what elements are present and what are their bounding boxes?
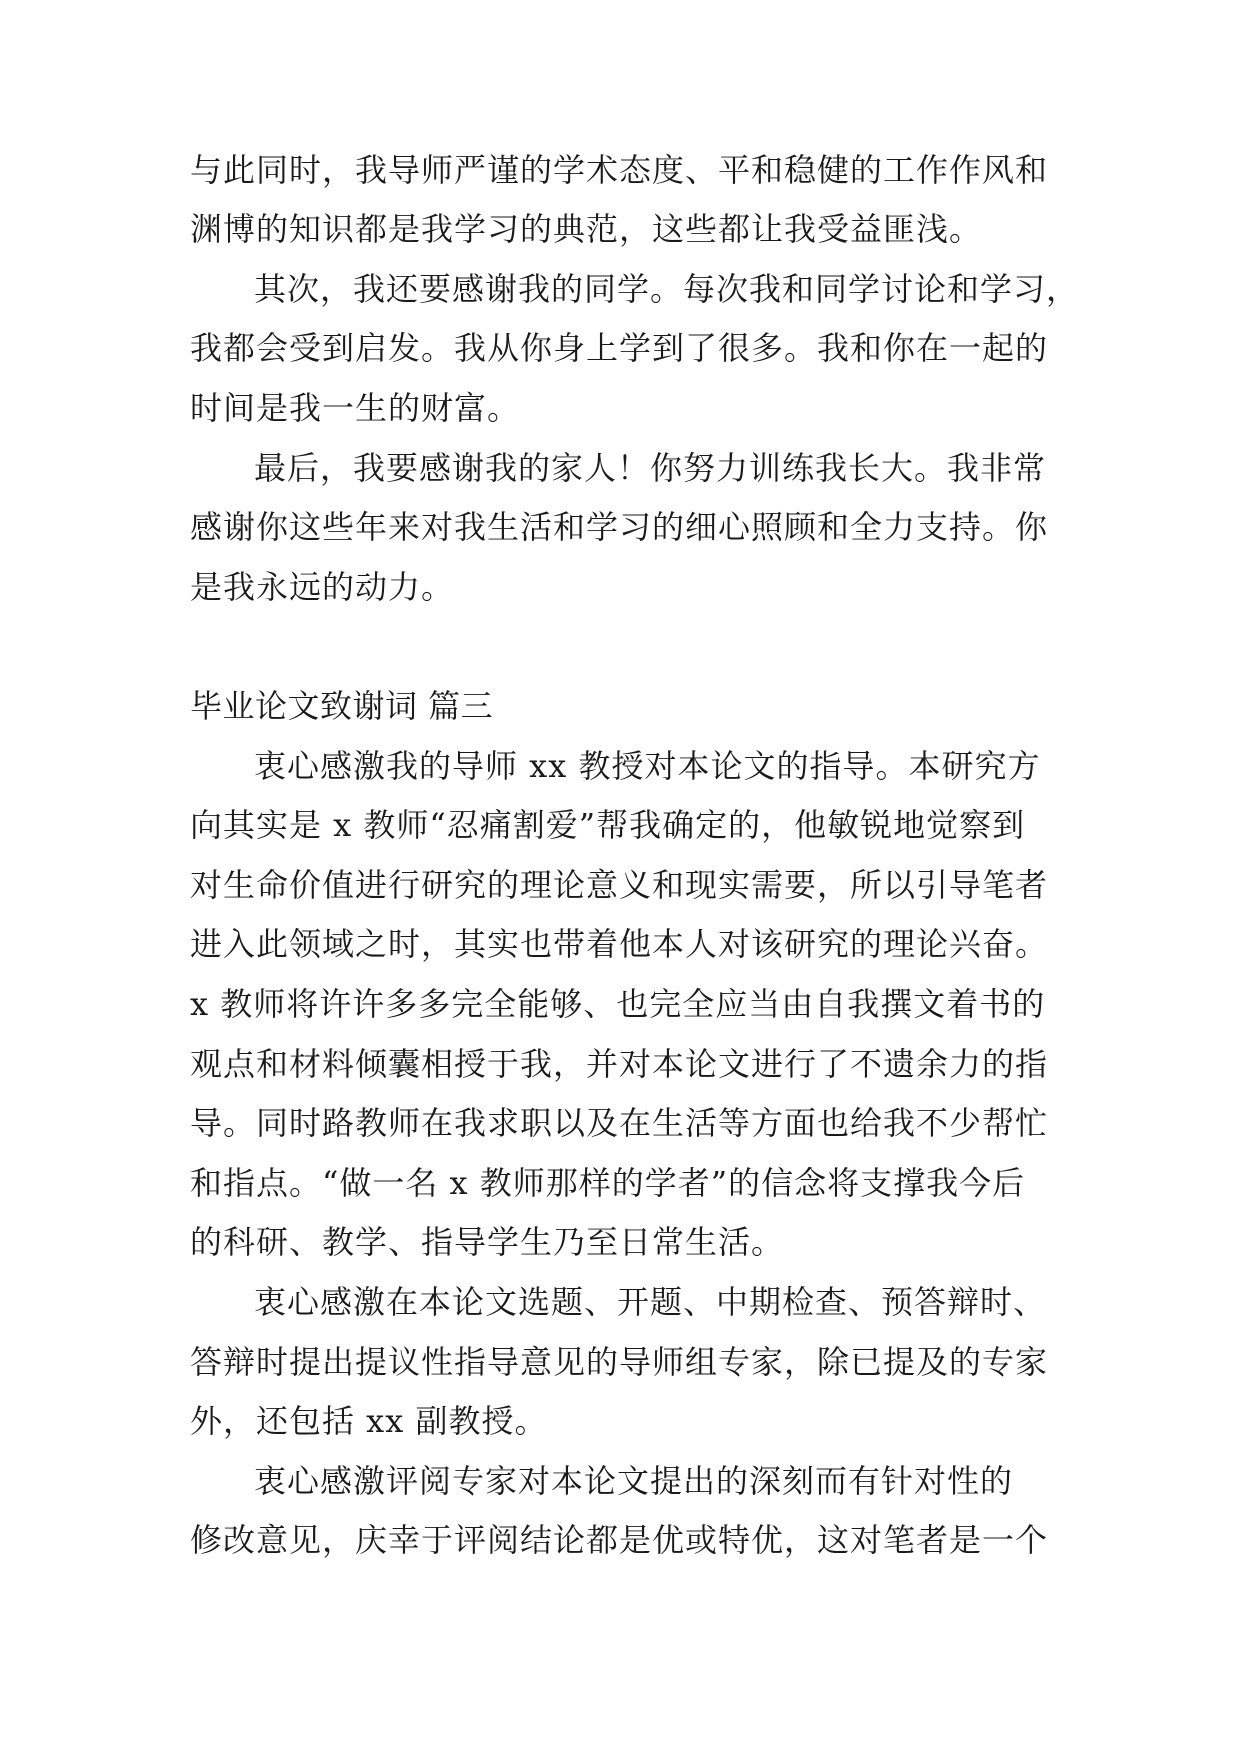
paragraph-line: 修改意见，庆幸于评阅结论都是优或特优，这对笔者是一个	[190, 1521, 1049, 1559]
paragraph-line: 答辩时提出提议性指导意见的导师组专家，除已提及的专家	[190, 1343, 1049, 1381]
paragraph-line: x 教师将许许多多完全能够、也完全应当由自我撰文着书的	[190, 985, 1046, 1023]
paragraph-line: 进入此领域之时，其实也带着他本人对该研究的理论兴奋。	[190, 925, 1049, 963]
paragraph-line: 对生命价值进行研究的理论意义和现实需要，所以引导笔者	[190, 866, 1049, 904]
paragraph-line: 渊博的知识都是我学习的典范，这些都让我受益匪浅。	[190, 210, 983, 248]
paragraph-line: 外，还包括 xx 副教授。	[190, 1402, 548, 1440]
paragraph-line: 其次，我还要感谢我的同学。每次我和同学讨论和学习，	[254, 270, 1080, 308]
paragraph-line: 向其实是 x 教师“忍痛割爱”帮我确定的，他敏锐地觉察到	[190, 806, 1026, 844]
paragraph-line: 导。同时路教师在我求职以及在生活等方面也给我不少帮忙	[190, 1104, 1049, 1142]
section-heading: 毕业论文致谢词 篇三	[190, 687, 494, 725]
paragraph-line: 的科研、教学、指导学生乃至日常生活。	[190, 1223, 785, 1261]
paragraph-line: 与此同时，我导师严谨的学术态度、平和稳健的工作作风和	[190, 151, 1049, 189]
paragraph-line: 最后，我要感谢我的家人！你努力训练我长大。我非常	[254, 449, 1047, 487]
paragraph-line: 我都会受到启发。我从你身上学到了很多。我和你在一起的	[190, 329, 1049, 367]
paragraph-line: 衷心感激评阅专家对本论文提出的深刻而有针对性的	[254, 1462, 1014, 1500]
paragraph-line: 衷心感激在本论文选题、开题、中期检查、预答辩时、	[254, 1283, 1047, 1321]
paragraph-line: 感谢你这些年来对我生活和学习的细心照顾和全力支持。你	[190, 508, 1049, 546]
paragraph-line: 和指点。“做一名 x 教师那样的学者”的信念将支撑我今后	[190, 1164, 1026, 1202]
paragraph-line: 衷心感激我的导师 xx 教授对本论文的指导。本研究方	[254, 747, 1041, 785]
paragraph-line: 观点和材料倾囊相授于我，并对本论文进行了不遗余力的指	[190, 1045, 1049, 1083]
paragraph-line: 时间是我一生的财富。	[190, 389, 521, 427]
paragraph-line: 是我永远的动力。	[190, 568, 455, 606]
